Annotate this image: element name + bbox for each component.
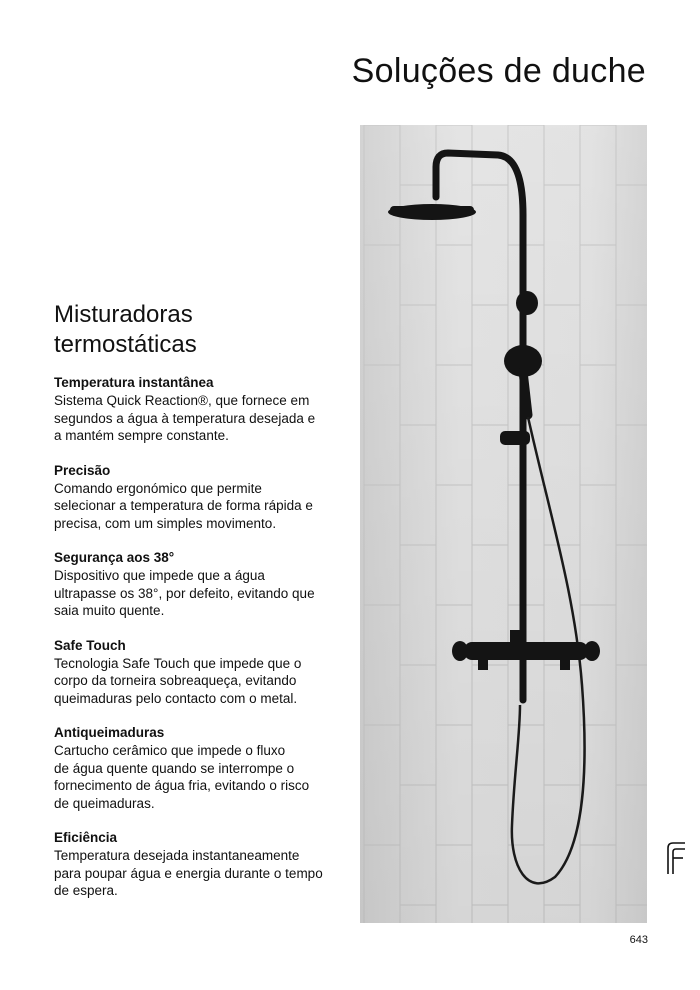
feature-title: Precisão (54, 462, 111, 478)
feature-text: Tecnologia Safe Touch que impede que o corpo da torneira sobreaqueça, evitando queimaduras pelo contacto com o metal. (54, 655, 302, 706)
feature-text: Cartucho cerâmico que impede o fluxo de água quente quando se interrompe o fornecimento de água fria, evitando o risco de queimaduras. (54, 743, 310, 811)
thermostatic-mixer (464, 642, 588, 660)
feature-item (54, 374, 344, 445)
feature-list (54, 374, 344, 917)
feature-title: Temperatura instantânea (54, 375, 214, 390)
brand-logo-icon (665, 840, 687, 876)
feature-item (54, 829, 344, 900)
section-heading-line1: Misturadoras (54, 301, 193, 328)
shower-column-photo (360, 125, 647, 923)
feature-text: Sistema Quick Reaction®, que fornece em segundos a água à temperatura desejada e a mantém sempre constante. (54, 393, 316, 443)
feature-title: Safe Touch (54, 637, 126, 653)
feature-text: Temperatura desejada instantaneamente para poupar água e energia durante o tempo de espera. (54, 848, 323, 898)
feature-title: Eficiência (54, 830, 118, 845)
section-heading (54, 300, 197, 360)
page-title: Soluções de duche (351, 52, 646, 90)
page-number: 643 (629, 934, 648, 946)
feature-title: Antiqueimaduras (54, 725, 165, 740)
feature-item (54, 462, 344, 533)
feature-text: Comando ergonómico que permite selecionar a temperatura de forma rápida e precisa, com um simples movimento. (54, 480, 313, 531)
feature-text: Dispositivo que impede que a água ultrapasse os 38°, por defeito, evitando que saia muito quente. (54, 568, 315, 618)
section-heading-line2: termostáticas (54, 331, 197, 358)
feature-item (54, 549, 344, 620)
feature-title: Segurança aos 38° (54, 550, 175, 565)
feature-item (54, 724, 344, 812)
feature-item (54, 637, 344, 708)
